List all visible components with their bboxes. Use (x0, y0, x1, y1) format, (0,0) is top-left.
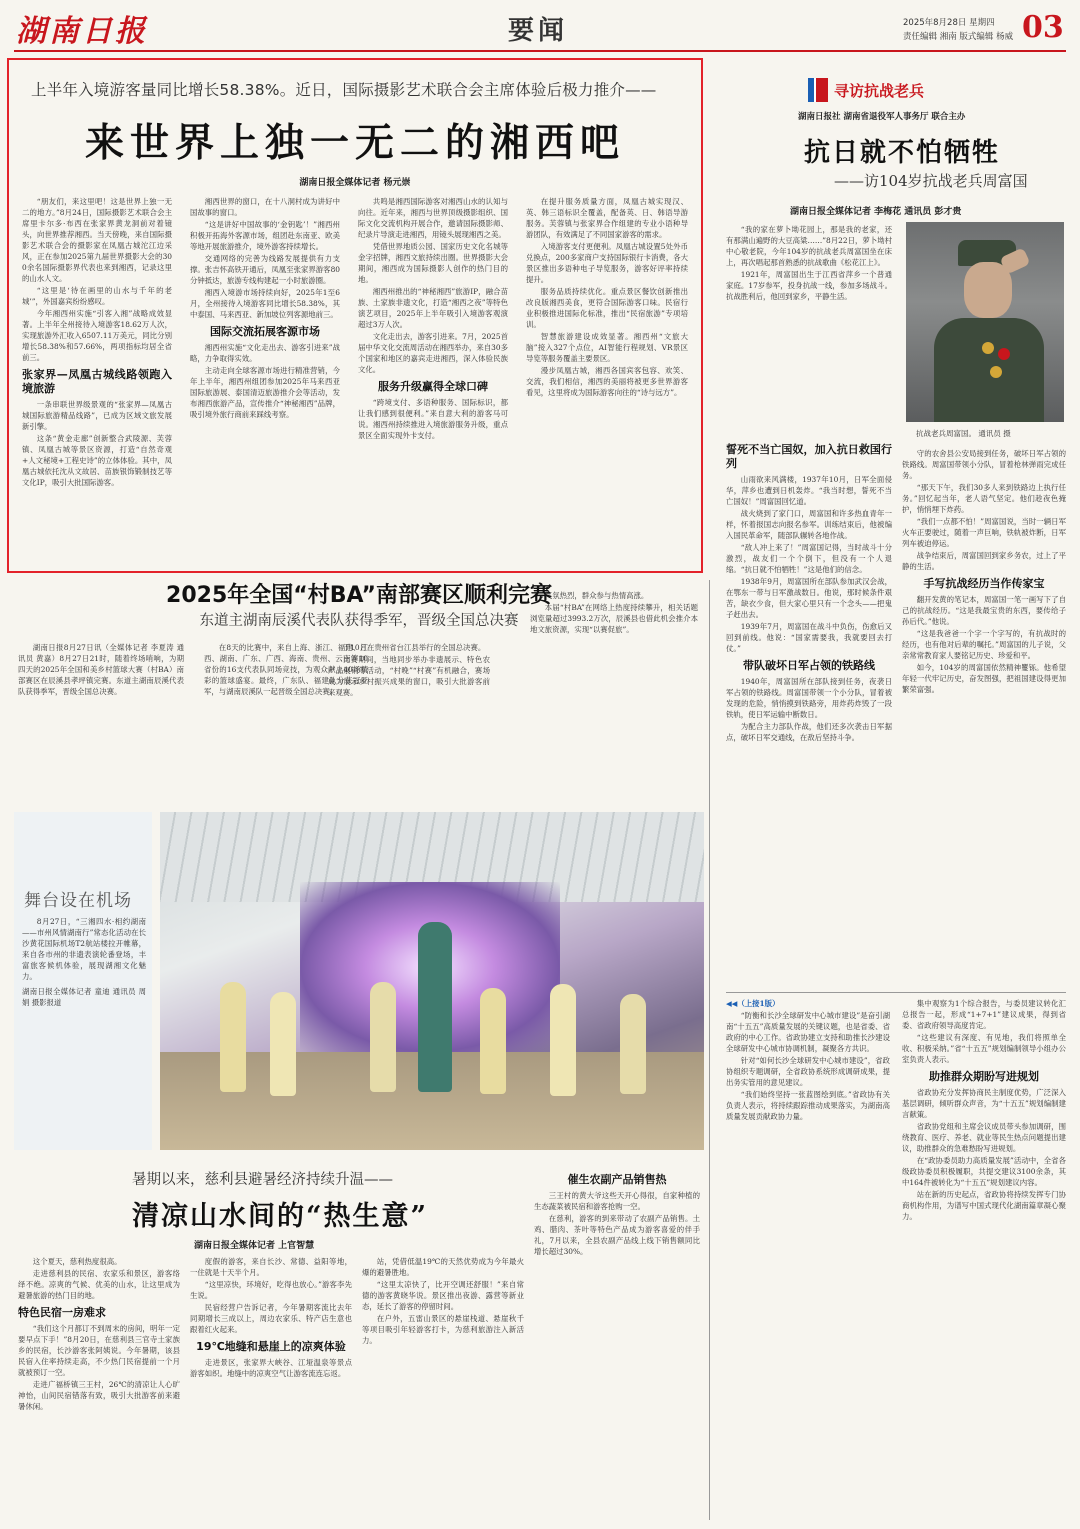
village-ba-headline[interactable]: 2025年全国“村BA”南部赛区顺利完赛 (166, 583, 552, 608)
paragraph: 在慈利，游客的到来带动了农副产品销售。土鸡、腊肉、茶叶等特色产品成为游客喜爱的伴手礼，7月以来，全县农副产品线上线下销售额同比增长超过30%。 (534, 1214, 700, 1256)
veteran-photo-caption: 抗战老兵周富国。 通讯员 摄 (916, 429, 1011, 438)
veteran-subhead-3: 手写抗战经历当作传家宝 (923, 577, 1045, 590)
paragraph: 守的农舍县公安局接到任务，破坏日军占领的铁路线。周富国带领小分队，冒着枪林弹雨完成任务。 (902, 449, 1066, 480)
paragraph: 1938年9月，周富国所在部队参加武汉会战，在鄂东一带与日军激战数日。他说，那时候条件艰苦，缺衣少食，但大家心里只有一个念头——把鬼子赶出去。 (726, 577, 892, 619)
airport-stage-side (14, 812, 152, 1150)
paragraph: 凭借世界地质公园、国家历史文化名城等金字招牌，湘西文旅持续出圈。世界摄影大会期间，湘西成为国际摄影人创作的热门目的地。 (358, 242, 508, 284)
paragraph: 在户外，五雷山景区的悬崖栈道、悬崖秋千等项目吸引年轻游客打卡，为慈利旅游注入新活力。 (362, 1314, 524, 1345)
cili-tourism-story (14, 1160, 704, 1522)
paragraph: 度假的游客，来自长沙、常德、益阳等地，一住就是十天半个月。 (190, 1257, 352, 1277)
photo-credit: 湖南日报全媒体记者 童迪 通讯员 周娟 摄影报道 (22, 987, 146, 1007)
tourism-byline: 湖南日报全媒体记者 上官智慧 (194, 1241, 315, 1251)
paragraph: 漫步凤凰古城，湘西各国宾客包容、欢笑、交流，我们相信，湘西的美丽将被更多世界游客看见，这里将成为国际游客向往的“诗与远方”。 (526, 366, 688, 397)
paragraph: 湘西州实施“文化走出去、游客引进来”战略，力争取得实效。 (190, 343, 340, 363)
paragraph: 共鸣是湘西国际游客对湘西山水的认知与向往。近年来，湘西与世界顶级摄影组织、国际文化交流机构开展合作，邀请国际摄影师、纪录片导演走进湘西，用镜头展现湘西之美。 (358, 197, 508, 239)
paragraph: 三王村的黄大爷这些天开心得很，自家种植的生态蔬菜被民宿和游客抢购一空。 (534, 1191, 700, 1211)
lead-story-box (7, 58, 703, 573)
paragraph: 民宿经营户告诉记者，今年暑期客流比去年同期增长三成以上，周边农家乐、特产店生意也跟着红火起来。 (190, 1303, 352, 1334)
paragraph: “这里太凉快了，比开空调还舒服！”来自常德的游客黄晓华说。景区推出夜游、露营等新业态，延长了游客的停留时间。 (362, 1280, 524, 1311)
medal-icon (982, 342, 994, 354)
series-tag-label: 寻访抗战老兵 (834, 82, 925, 100)
paragraph: 走进慈利县的民宿、农家乐和景区，游客络绎不绝。凉爽的气候、优美的山水，让这里成为避暑旅游的热门目的地。 (18, 1269, 180, 1300)
section-divider (726, 992, 1066, 993)
section-title: 要闻 (508, 16, 569, 46)
weekday-text: 星期四 (969, 18, 995, 28)
paragraph: 走进景区，张家界大峡谷、江垭温泉等景点游客如织。地缝中的凉爽空气让游客流连忘返。 (190, 1358, 352, 1378)
paragraph: 湖南日报8月27日讯（全媒体记者 李夏涛 通讯员 黄嘉）8月27日21时，随着终场哨响，为期四天的2025年全国和美乡村篮球大赛（村BA）南部赛区在辰溪县孝坪镇完赛。东道主湖南辰溪代表队获得季军，晋级全国总决赛。 (18, 643, 184, 696)
performer-figure (550, 984, 576, 1096)
paragraph: “我的家在萝卜坳花园上，那是我的老家，还有那满山遍野的大豆高粱……”8月22日，萝卜坳村中心敬老院，今年104岁的抗战老兵周富国坐在床上，再次唱起那首熟悉的抗战歌曲《松花江上》。 (726, 225, 892, 267)
tourism-kicker: 暑期以来，慈利县避暑经济持续升温—— (132, 1172, 393, 1188)
medal-icon (998, 348, 1010, 360)
paragraph: “朋友们，来这里吧！这是世界上独一无二的地方。”8月24日，国际摄影艺术联合会主席里卡尔多·布西在张家界黄龙洞前对着镜头，向世界推荐湘西。当天傍晚，来自国际摄影艺术联合会的摄影家在凤凰古城沱江边采风，正在参加2025第九届世界摄影大会的300余名国际摄影界代表也来到湘西，记录这里的山水人文。 (22, 197, 172, 283)
veteran-subhead-2: 带队破坏日军占领的铁路线 (743, 659, 875, 672)
editors-line: 责任编辑 湘南 版式编辑 杨威 (903, 32, 1014, 42)
paragraph: “那天下午，我们30多人来到铁路边上执行任务。”回忆起当年，老人语气坚定。他们趁夜色掩护，悄悄埋下炸药。 (902, 483, 1066, 514)
paragraph: 在提升服务质量方面，凤凰古城实现汉、英、韩三语标识全覆盖，配备英、日、韩语导游服务。芙蓉镇与张家界合作组建的专业小语种导游团队，有效满足了不同国家游客的需求。 (526, 197, 688, 239)
lead-subhead-1: 张家界—凤凰古城线路领跑入境旅游 (22, 368, 172, 395)
paragraph: “我们始终坚持一张蓝图绘到底。”省政协有关负责人表示，将持续跟踪推动成果落实，为湖南高质量发展贡献政协力量。 (726, 1090, 890, 1121)
paragraph: 湘西州推出的“神秘湘西”旅游IP，融合苗族、土家族非遗文化，打造“湘西之夜”等特色演艺项目，2025年上半年吸引入境游客观演超过3万人次。 (358, 287, 508, 329)
lead-column-4 (526, 196, 688, 566)
paragraph: 文化走出去，游客引进来。7月，2025首届中华文化交流周活动在湘西举办，来自30多个国家和地区的嘉宾走进湘西，深入体验民族文化。 (358, 332, 508, 374)
paragraph: 站在新的历史起点，省政协将持续发挥专门协商机构作用，为谱写中国式现代化湖南篇章凝心聚力。 (902, 1190, 1066, 1221)
lead-col1-paras (22, 196, 172, 363)
masthead (0, 0, 1080, 54)
paragraph: 入境游客支付更便利。凤凰古城设置5处外币兑换点，200多家商户支持国际银行卡消费，各大景区推出多语种电子导览服务，游客好评率持续提升。 (526, 242, 688, 284)
performer-figure (620, 994, 646, 1094)
performer-figure (220, 982, 246, 1092)
veteran-intro (726, 224, 892, 440)
paragraph: 省政协党组和主席会议成员带头参加调研，围绕教育、医疗、养老、就业等民生热点问题提出建议，助推群众的急难愁盼写进规划。 (902, 1122, 1066, 1153)
paragraph: 如今，104岁的周富国依然精神矍铄。他希望年轻一代牢记历史，奋发图强，把祖国建设得更加繁荣富强。 (902, 663, 1066, 694)
veteran-headline[interactable]: 抗日就不怕牺牲 (804, 138, 1001, 168)
paragraph: 在8天的比赛中，来自上海、浙江、福建、江西、湖南、广东、广西、海南、贵州、云南等10省份的16支代表队同场竞技，为观众献上40场精彩的篮球盛宴。最终，广东队、福建队分获冠亚军，与湖南辰溪队一起晋级全国总决赛。 (204, 643, 368, 696)
paragraph: “这是我爸爸一个字一个字写的，有抗战时的经历，也有他对后辈的嘱托。”周富国的儿子说，父亲常常教育家人要铭记历史、珍爱和平。 (902, 629, 1066, 660)
village-ba-subhead: 东道主湖南辰溪代表队获得季军，晋级全国总决赛 (199, 613, 519, 629)
paragraph: 1921年，周富国出生于江西省萍乡一个普通家庭。17岁参军，投身抗战一线，参加多场战斗。抗战胜利后，他回到家乡，平静生活。 (726, 270, 892, 301)
paragraph: 战火烧到了家门口，周富国和许多热血青年一样，怀着报国志向报名参军。训练结束后，他被编入国民革命军，随部队辗转各地作战。 (726, 509, 892, 540)
newspaper-logo[interactable]: 湖南日报 (16, 14, 148, 49)
paragraph: 比赛期间，当地同步举办非遗展示、特色农产品展销等活动，“村晚”“村赛”有机融合，赛场成为展示乡村振兴成果的窗口，吸引大批游客前来观赛。 (328, 655, 490, 697)
paragraph: 8月27日，“三湘四水·相约湖南——市州风情湖南行”常态化活动在长沙黄花国际机场T2航站楼拉开帷幕，来自各市州的非遗表演轮番登场，丰富旅客候机体验，展现湖湘文化魅力。 (22, 917, 146, 981)
paragraph: 气氛热烈，群众参与热情高涨。 (544, 591, 649, 600)
paragraph: 战争结束后，周富国回到家乡务农，过上了平静的生活。 (902, 551, 1066, 571)
paragraph: 智慧旅游建设成效显著。湘西州“文旅大脑”接入327个点位，AI智能行程规划、VR景区导览等服务覆盖主要景区。 (526, 332, 688, 363)
lead-kicker: 上半年入境游客量同比增长58.38%。近日，国际摄影艺术联合会主席体验后极力推介—— (31, 81, 657, 99)
paragraph: 1939年7月，周富国在战斗中负伤，伤愈后又回到前线。他说：“国家需要我，我就要回去打仗。” (726, 622, 892, 653)
paragraph: 本届“村BA”在网络上热度持续攀升，相关话题浏览量超过3993.2万次，辰溪县也借此机会推介本地文旅资源，实现“以赛促旅”。 (530, 603, 698, 634)
paragraph: “防衡和长沙全球研发中心城市建设”是奋引湖南“十五五”高质量发展的关键议题，也是省委、省政府的中心工作。省政协建立支持和助推长沙建设全球研发中心城市协调机制，凝聚各方共识。 (726, 1011, 890, 1053)
continued-marker[interactable]: ◀◀（上接1版） (726, 999, 780, 1008)
village-ba-column-3 (328, 642, 490, 798)
issue-date (903, 16, 995, 28)
medal-icon (990, 366, 1002, 378)
veteran-story (716, 62, 1072, 982)
lead-byline: 湖南日报全媒体记者 杨元崇 (299, 178, 411, 188)
village-ba-story (14, 576, 704, 806)
paragraph: “这里凉快，环境好，吃得也放心。”游客李先生说。 (190, 1280, 352, 1300)
paragraph: 山雨欲来风满楼，1937年10月，日军全面侵华，萍乡也遭到日机轰炸。“我当时想，誓死不当亡国奴！”周富国回忆道。 (726, 475, 892, 506)
masthead-rule (14, 50, 1066, 52)
tourism-subhead-3: 催生农副产品销售热 (567, 1173, 667, 1186)
page-number: 03 (1022, 10, 1064, 45)
paragraph: 集中观察为1个综合报告，与委员建议转化汇总报告一起，形成“1+7+1”建议成果，得到省委、省政府领导高度肯定。 (902, 999, 1066, 1030)
tourism-column-2 (190, 1256, 352, 1518)
veteran-column-2 (902, 448, 1066, 978)
paragraph: “这些建议有深度、有见地，我们将照单全收、积极采纳。”省“十五五”规划编制领导小组办公室负责人表示。 (902, 1033, 1066, 1064)
cppcc-continuation (726, 998, 1066, 1522)
lead-subhead-2: 国际交流拓展客源市场 (210, 325, 320, 338)
tourism-headline[interactable]: 清凉山水间的“热生意” (132, 1201, 429, 1232)
airport-stage-text (22, 916, 146, 1116)
tourism-subhead-1: 特色民宿一房难求 (18, 1306, 106, 1319)
airport-stage-feature (14, 812, 704, 1152)
paragraph: 湘西世界的窗口，在十八洞村成为讲好中国故事的窗口。 (190, 197, 340, 217)
paragraph: 交通网络的完善为线路发展提供有力支撑。张吉怀高铁开通后，凤凰至张家界游客80分钟抵达，旅游专线构建起一小时旅游圈。 (190, 254, 340, 285)
date-text: 2025年8月28日 (903, 18, 967, 28)
performer-figure (370, 982, 396, 1092)
lead-subhead-3: 服务升级赢得全球口碑 (378, 380, 488, 393)
paragraph: 省政协充分发挥协商民主制度优势，广泛深入基层调研，倾听群众声音，为“十五五”规划编制建言献策。 (902, 1088, 1066, 1119)
paragraph: 在“政协委员助力高质量发展”活动中，全省各级政协委员积极履职，共提交建议3100余条，其中164件被转化为“十五五”规划建议内容。 (902, 1156, 1066, 1187)
paragraph: 为配合主力部队作战，他们还多次袭击日军据点，破坏日军交通线，在敌后坚持斗争。 (726, 722, 892, 742)
paragraph: “我们这个月都订不到周末的房间，明年一定要早点下手！”8月20日，在慈利县三官寺土家族乡的民宿，长沙游客张阿姨说。今年暑期，该县民宿入住率持续走高，不少热门民宿提前一个月就被预订一空。 (18, 1324, 180, 1377)
veteran-column-1 (726, 438, 892, 978)
paragraph: 服务品质持续优化。重点景区餐饮创新推出改良版湘西美食，更符合国际游客口味。民宿行业积极推进国际化标准，推出“民宿旅游”专项培训。 (526, 287, 688, 329)
sponsors-line: 湖南日报社 湖南省退役军人事务厅 联合主办 (798, 112, 966, 122)
lead-column-1 (22, 196, 172, 566)
lead-column-3 (358, 196, 508, 566)
veteran-subhead-1: 誓死不当亡国奴，加入抗日救国行列 (726, 443, 892, 470)
paragraph: 主动走向全球客源市场进行精准营销，今年上半年，湘西州组团参加2025年马来西亚国际旅游展、泰国清迈旅游推介会等活动，发布湘西旅游产品，宣传推介“神秘湘西”品牌，吸引境外旅行商前来踩线考察。 (190, 366, 340, 419)
lead-headline[interactable]: 来世界上独一无二的湘西吧 (84, 120, 625, 166)
paragraph: 于10月在贵州省台江县举行的全国总决赛。 (342, 643, 486, 652)
veteran-photo (906, 222, 1064, 422)
veteran-subhead: ——访104岁抗战老兵周富国 (834, 172, 1028, 190)
paragraph: 针对“如何长沙全球研发中心城市建设”，省政协组织专题调研，全省政协系统形成调研成果，提出务实管用的意见建议。 (726, 1056, 890, 1087)
cppcc-subhead: 助推群众期盼写进规划 (929, 1070, 1039, 1083)
tourism-column-4 (534, 1168, 700, 1518)
lead-column-2 (190, 196, 340, 566)
performer-figure (480, 988, 506, 1094)
tourism-column-1 (18, 1256, 180, 1518)
tourism-column-3 (362, 1256, 524, 1518)
airport-stage-title: 舞台设在机场 (24, 891, 132, 911)
paragraph: 翻开发黄的笔记本，周富国一笔一画写下了自己的抗战经历。“这是我最宝贵的东西，要传给子孙后代。”他说。 (902, 595, 1066, 626)
paragraph: 1940年，周富国所在部队接到任务，夜袭日军占领的铁路线。周富国带领一个小分队，冒着被发现的危险，悄悄摸到铁路旁，用炸药炸毁了一段铁轨，使日军运输中断数日。 (726, 677, 892, 719)
paragraph: “我们一点都不怕！”周富国说，当时一辆日军火车正要驶过，随着一声巨响，铁轨被炸断，日军列车被迫停运。 (902, 517, 1066, 548)
tourism-subhead-2: 19℃地缝和悬崖上的凉爽体验 (196, 1340, 346, 1353)
cppcc-column-1 (726, 998, 890, 1518)
paragraph: “这里是‘待在画里的山水与千年的老城’”，外国嘉宾纷纷感叹。 (22, 286, 172, 306)
veteran-byline: 湖南日报全媒体记者 李梅花 通讯员 彭才贵 (790, 207, 962, 217)
lead-performer-figure (418, 922, 452, 1092)
village-ba-column-1 (18, 642, 184, 798)
veteran-jacket (934, 318, 1044, 422)
paragraph: “这是讲好中国故事的‘金钥匙’！”湘西州积极开拓海外客源市场，组团赴东南亚、欧美等地开展旅游推介，境外游客持续增长。 (190, 220, 340, 251)
performer-figure (270, 992, 296, 1096)
paragraph: 今年湘西州实施“引客入湘”战略成效显著。上半年全州接待入境游客18.62万人次，实现旅游外汇收入6507.11万美元，同比分别增长58.38%和57.66%，两项指标均居全省前三。 (22, 309, 172, 362)
village-ba-column-4 (530, 590, 698, 798)
series-tag (808, 78, 938, 104)
airport-stage-photo (160, 812, 704, 1150)
column-divider (709, 580, 710, 1520)
paragraph: 一条串联世界级景观的“张家界—凤凰古城国际旅游精品线路”，已成为区域文旅发展新引擎。 (22, 400, 172, 431)
paragraph: “跨境支付、多语种服务、国际标识，都让我们感到很便利。”来自意大利的游客马可说。湘西州持续推进入境旅游服务升级，重点景区全面实现外卡支付。 (358, 398, 508, 440)
tag-mark-icon (808, 78, 828, 102)
paragraph: 这条“黄金走廊”创新整合武陵源、芙蓉镇、凤凰古城等景区资源，打造“自然奇观+人文秘境+工程史诗”的立体体验。其中，凤凰古城依托沈从文故居、苗族银饰锻制技艺等文化IP，吸引大批国际游客。 (22, 434, 172, 487)
paragraph: 站，凭借低温19℃的天然优势成为今年最火爆的避暑胜地。 (362, 1257, 524, 1277)
paragraph: “敌人冲上来了！”周富国记得，当时战斗十分激烈，战友们一个个倒下，但没有一个人退缩。“抗日就不怕牺牲！”这是他们的信念。 (726, 543, 892, 574)
paragraph: 湘西入境游市场持续向好，2025年1至6月，全州接待入境游客同比增长58.38%，其中泰国、马来西亚、新加坡位列客源地前三。 (190, 288, 340, 319)
paragraph: 走进广福桥镇三王村，26℃的清凉让人心旷神怡，山间民宿错落有致，吸引大批游客前来避暑休闲。 (18, 1380, 180, 1411)
cppcc-column-2 (902, 998, 1066, 1518)
paragraph: 这个夏天，慈利热度很高。 (32, 1257, 122, 1266)
